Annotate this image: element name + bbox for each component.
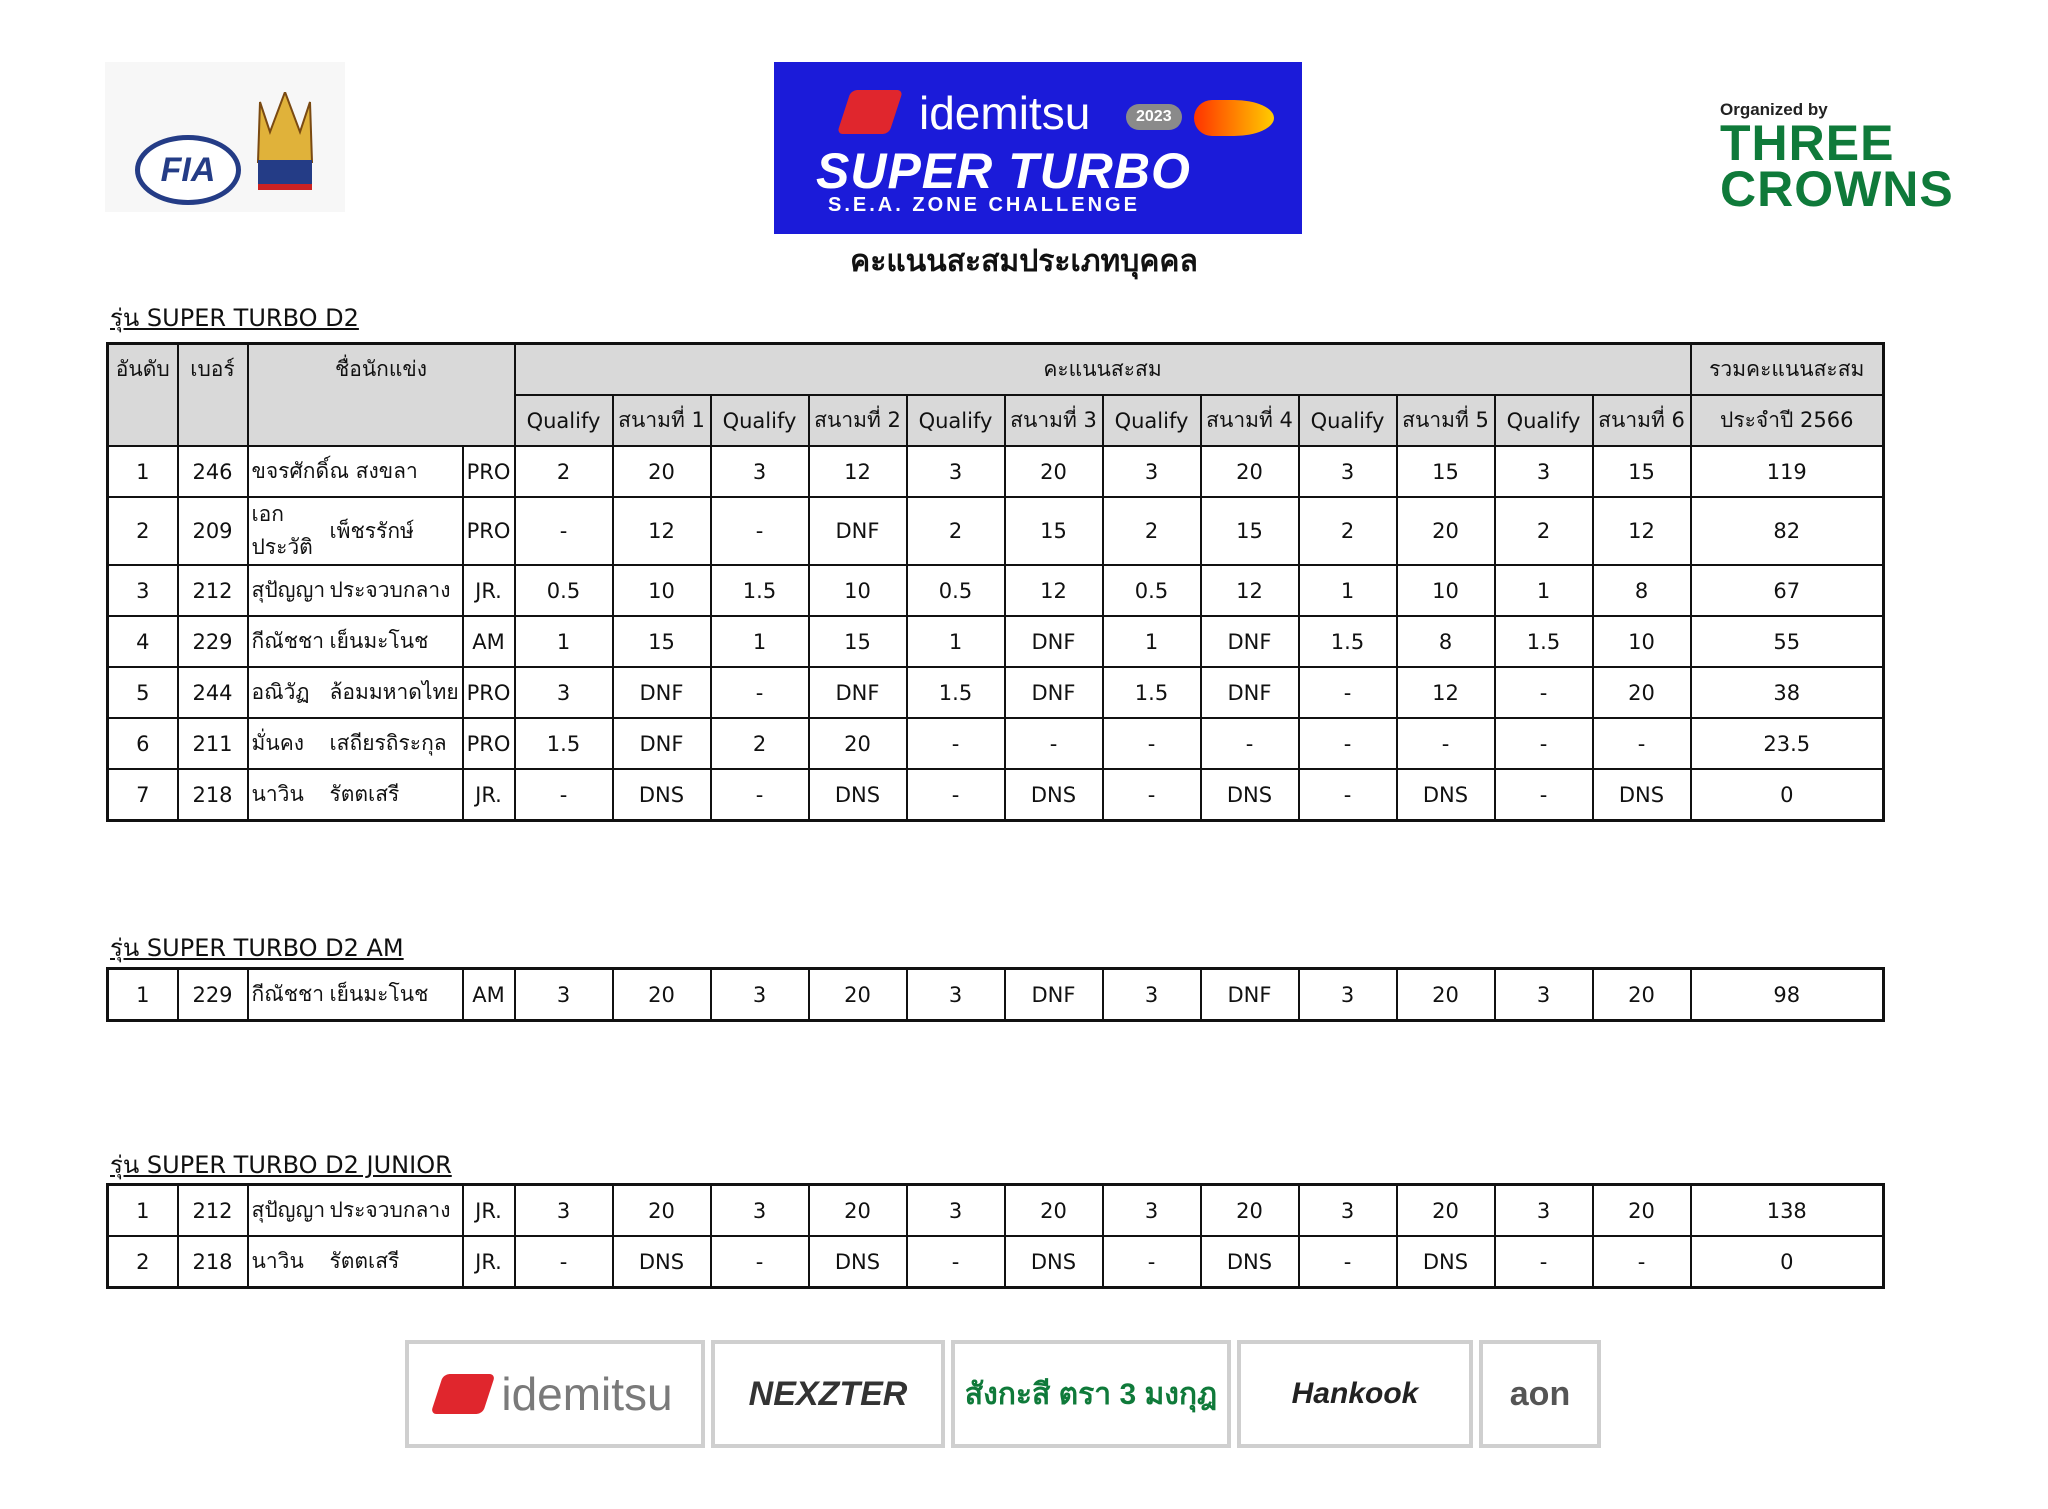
- standings-table-d2-junior: [106, 1183, 1885, 1289]
- col-header-round: Qualify: [907, 395, 1005, 446]
- score-cell: -: [515, 769, 613, 821]
- score-cell: 0.5: [1103, 565, 1201, 616]
- driver-first-name: เอกประวัติ: [248, 497, 330, 565]
- sponsor-name: NEXZTER: [748, 1374, 908, 1413]
- score-cell: -: [1299, 718, 1397, 769]
- rank-cell: 5: [108, 667, 178, 718]
- rank-cell: 2: [108, 497, 178, 565]
- score-cell: 8: [1593, 565, 1691, 616]
- driver-class-cell: PRO: [463, 667, 515, 718]
- score-cell: 8: [1397, 616, 1495, 667]
- car-number-cell: 218: [178, 769, 248, 821]
- col-header-total-line2: ประจำปี 2566: [1691, 395, 1884, 446]
- flame-icon: [1194, 100, 1274, 136]
- score-cell: 3: [1495, 969, 1593, 1021]
- table-row: [108, 1185, 1884, 1237]
- section-title-d2-am: รุ่น SUPER TURBO D2 AM: [110, 934, 404, 962]
- table-row: [108, 616, 1884, 667]
- car-number-cell: 229: [178, 969, 248, 1021]
- event-year: 2023: [1126, 104, 1182, 130]
- fia-logo: FIA: [135, 135, 241, 205]
- document-title: คะแนนสะสมประเภทบุคคล: [850, 244, 1198, 279]
- col-header-driver: ชื่อนักแข่ง: [248, 344, 515, 447]
- driver-class-cell: AM: [463, 616, 515, 667]
- driver-first-name: มั่นคง: [248, 718, 330, 769]
- organizer-prefix: Organized by: [1720, 100, 1828, 119]
- score-cell: DNS: [809, 1236, 907, 1288]
- col-header-round: Qualify: [1103, 395, 1201, 446]
- driver-class-cell: JR.: [463, 565, 515, 616]
- score-cell: -: [711, 497, 809, 565]
- score-cell: 15: [1397, 446, 1495, 497]
- event-subtitle: S.E.A. ZONE CHALLENGE: [828, 194, 1140, 216]
- col-header-round: สนามที่ 3: [1005, 395, 1103, 446]
- driver-class-cell: PRO: [463, 718, 515, 769]
- score-cell: -: [711, 769, 809, 821]
- score-cell: 3: [907, 969, 1005, 1021]
- driver-first-name: สุปัญญา: [248, 565, 330, 616]
- score-cell: 3: [1495, 1185, 1593, 1237]
- score-cell: 1: [515, 616, 613, 667]
- sponsor-name: Hankook: [1291, 1377, 1419, 1410]
- driver-class-cell: JR.: [463, 1236, 515, 1288]
- score-cell: 0.5: [515, 565, 613, 616]
- idemitsu-mark-icon: [431, 1374, 496, 1414]
- score-cell: 1: [907, 616, 1005, 667]
- driver-last-name: เย็นมะโนช: [330, 616, 463, 667]
- score-cell: 0.5: [907, 565, 1005, 616]
- event-brand: idemitsu: [919, 87, 1091, 139]
- score-cell: 20: [809, 969, 907, 1021]
- table-row: [108, 446, 1884, 497]
- organizer-name-1: THREE: [1720, 115, 1895, 171]
- driver-first-name: นาวิน: [248, 769, 330, 821]
- score-cell: DNF: [1201, 969, 1299, 1021]
- score-cell: 20: [1201, 446, 1299, 497]
- score-cell: 20: [1201, 1185, 1299, 1237]
- score-cell: 3: [1299, 969, 1397, 1021]
- sponsor-name: idemitsu: [501, 1368, 673, 1420]
- car-number-cell: 244: [178, 667, 248, 718]
- sponsor-name: สังกะสี ตรา 3 มงกุฎ: [964, 1377, 1218, 1411]
- total-points-cell: 98: [1691, 969, 1884, 1021]
- total-points-cell: 38: [1691, 667, 1884, 718]
- score-cell: 1: [1103, 616, 1201, 667]
- score-cell: 15: [1005, 497, 1103, 565]
- score-cell: DNS: [809, 769, 907, 821]
- col-header-points: คะแนนสะสม: [515, 344, 1691, 396]
- score-cell: 3: [1103, 969, 1201, 1021]
- sponsor-aon-logo: [1479, 1340, 1601, 1448]
- car-number-cell: 211: [178, 718, 248, 769]
- sponsor-nexzter-logo: [711, 1340, 945, 1448]
- driver-first-name: สุปัญญา: [248, 1185, 330, 1237]
- score-cell: 3: [907, 446, 1005, 497]
- driver-class-cell: PRO: [463, 497, 515, 565]
- col-header-round: สนามที่ 6: [1593, 395, 1691, 446]
- col-header-round: สนามที่ 1: [613, 395, 711, 446]
- score-cell: -: [1495, 1236, 1593, 1288]
- score-cell: 20: [1397, 969, 1495, 1021]
- car-number-cell: 218: [178, 1236, 248, 1288]
- total-points-cell: 55: [1691, 616, 1884, 667]
- total-points-cell: 138: [1691, 1185, 1884, 1237]
- table-row: [108, 769, 1884, 821]
- score-cell: DNF: [613, 718, 711, 769]
- score-cell: 1.5: [1495, 616, 1593, 667]
- score-cell: DNF: [809, 497, 907, 565]
- score-cell: 12: [1593, 497, 1691, 565]
- score-cell: -: [907, 718, 1005, 769]
- score-cell: 20: [613, 969, 711, 1021]
- score-cell: -: [1495, 718, 1593, 769]
- total-points-cell: 0: [1691, 769, 1884, 821]
- score-cell: 15: [1593, 446, 1691, 497]
- event-name: SUPER TURBO: [816, 143, 1191, 199]
- col-header-number: เบอร์: [178, 344, 248, 447]
- col-header-round: สนามที่ 5: [1397, 395, 1495, 446]
- score-cell: 1: [1299, 565, 1397, 616]
- score-cell: 3: [515, 667, 613, 718]
- driver-first-name: อณิวัฏ: [248, 667, 330, 718]
- score-cell: 3: [1299, 1185, 1397, 1237]
- idemitsu-mark-icon: [837, 90, 903, 134]
- score-cell: DNS: [1005, 1236, 1103, 1288]
- score-cell: 3: [1299, 446, 1397, 497]
- score-cell: DNF: [1005, 616, 1103, 667]
- score-cell: DNF: [613, 667, 711, 718]
- col-header-round: Qualify: [711, 395, 809, 446]
- rank-cell: 3: [108, 565, 178, 616]
- score-cell: 3: [711, 446, 809, 497]
- sponsor-name: aon: [1509, 1374, 1571, 1413]
- car-number-cell: 246: [178, 446, 248, 497]
- driver-first-name: กีณัชชา: [248, 969, 330, 1021]
- score-cell: -: [1495, 769, 1593, 821]
- table-row: [108, 565, 1884, 616]
- score-cell: 1.5: [1299, 616, 1397, 667]
- score-cell: 3: [1103, 1185, 1201, 1237]
- table-row: [108, 718, 1884, 769]
- section-title-d2: รุ่น SUPER TURBO D2: [110, 304, 359, 332]
- score-cell: 20: [1593, 1185, 1691, 1237]
- score-cell: -: [1201, 718, 1299, 769]
- rank-cell: 2: [108, 1236, 178, 1288]
- driver-last-name: เพ็ชรรักษ์: [330, 497, 463, 565]
- score-cell: -: [907, 769, 1005, 821]
- score-cell: 20: [809, 718, 907, 769]
- score-cell: 12: [1201, 565, 1299, 616]
- score-cell: -: [1103, 1236, 1201, 1288]
- score-cell: DNS: [1005, 769, 1103, 821]
- score-cell: 2: [1299, 497, 1397, 565]
- rank-cell: 1: [108, 969, 178, 1021]
- score-cell: 10: [1397, 565, 1495, 616]
- car-number-cell: 229: [178, 616, 248, 667]
- organizer-logo: [1720, 100, 1960, 217]
- rank-cell: 1: [108, 446, 178, 497]
- score-cell: 20: [613, 446, 711, 497]
- score-cell: 1: [1495, 565, 1593, 616]
- total-points-cell: 23.5: [1691, 718, 1884, 769]
- score-cell: DNF: [1201, 616, 1299, 667]
- score-cell: 2: [1495, 497, 1593, 565]
- standings-table-d2: [106, 342, 1885, 822]
- score-cell: 3: [515, 969, 613, 1021]
- score-cell: DNS: [613, 1236, 711, 1288]
- score-cell: 12: [1397, 667, 1495, 718]
- col-header-round: สนามที่ 2: [809, 395, 907, 446]
- col-header-round: สนามที่ 4: [1201, 395, 1299, 446]
- score-cell: DNF: [1005, 667, 1103, 718]
- score-cell: -: [1103, 718, 1201, 769]
- score-cell: 3: [1495, 446, 1593, 497]
- driver-class-cell: AM: [463, 969, 515, 1021]
- score-cell: -: [1299, 667, 1397, 718]
- col-header-rank: อันดับ: [108, 344, 178, 447]
- total-points-cell: 119: [1691, 446, 1884, 497]
- score-cell: DNS: [1397, 769, 1495, 821]
- sponsor-idemitsu-logo: [405, 1340, 705, 1448]
- score-cell: DNS: [1201, 1236, 1299, 1288]
- score-cell: 2: [515, 446, 613, 497]
- driver-class-cell: JR.: [463, 1185, 515, 1237]
- col-header-round: Qualify: [1299, 395, 1397, 446]
- score-cell: 1: [711, 616, 809, 667]
- score-cell: 10: [809, 565, 907, 616]
- score-cell: 1.5: [711, 565, 809, 616]
- score-cell: 10: [613, 565, 711, 616]
- driver-class-cell: JR.: [463, 769, 515, 821]
- score-cell: 20: [613, 1185, 711, 1237]
- sponsor-hankook-logo: [1237, 1340, 1473, 1448]
- sponsor-three-crowns-zinc-logo: [951, 1340, 1231, 1448]
- table-row: [108, 1236, 1884, 1288]
- score-cell: 3: [1103, 446, 1201, 497]
- score-cell: 3: [515, 1185, 613, 1237]
- driver-last-name: รัตตเสรี: [330, 1236, 463, 1288]
- total-points-cell: 67: [1691, 565, 1884, 616]
- score-cell: 15: [1201, 497, 1299, 565]
- score-cell: -: [1593, 718, 1691, 769]
- score-cell: DNF: [1201, 667, 1299, 718]
- col-header-total-line1: รวมคะแนนสะสม: [1691, 344, 1884, 396]
- score-cell: -: [1593, 1236, 1691, 1288]
- score-cell: 20: [1593, 969, 1691, 1021]
- raat-logo: [250, 92, 320, 197]
- car-number-cell: 212: [178, 1185, 248, 1237]
- score-cell: -: [515, 1236, 613, 1288]
- standings-table-d2-am: [106, 967, 1885, 1022]
- table-row: [108, 667, 1884, 718]
- score-cell: 20: [1397, 1185, 1495, 1237]
- organizer-name-2: CROWNS: [1720, 161, 1954, 217]
- driver-last-name: ประจวบกลาง: [330, 1185, 463, 1237]
- score-cell: DNS: [613, 769, 711, 821]
- score-cell: 20: [1005, 446, 1103, 497]
- score-cell: 20: [1593, 667, 1691, 718]
- score-cell: DNF: [1005, 969, 1103, 1021]
- total-points-cell: 82: [1691, 497, 1884, 565]
- score-cell: DNS: [1593, 769, 1691, 821]
- score-cell: 15: [809, 616, 907, 667]
- table-row: [108, 969, 1884, 1021]
- table-row: [108, 497, 1884, 565]
- score-cell: -: [1299, 769, 1397, 821]
- score-cell: 2: [1103, 497, 1201, 565]
- score-cell: 2: [907, 497, 1005, 565]
- score-cell: 2: [711, 718, 809, 769]
- score-cell: -: [907, 1236, 1005, 1288]
- driver-class-cell: PRO: [463, 446, 515, 497]
- score-cell: 1.5: [515, 718, 613, 769]
- rank-cell: 6: [108, 718, 178, 769]
- score-cell: 12: [809, 446, 907, 497]
- score-cell: DNS: [1201, 769, 1299, 821]
- car-number-cell: 209: [178, 497, 248, 565]
- score-cell: 15: [613, 616, 711, 667]
- score-cell: -: [711, 1236, 809, 1288]
- score-cell: 1.5: [907, 667, 1005, 718]
- score-cell: 12: [1005, 565, 1103, 616]
- driver-last-name: เย็นมะโนช: [330, 969, 463, 1021]
- score-cell: 1.5: [1103, 667, 1201, 718]
- score-cell: 3: [711, 969, 809, 1021]
- score-cell: -: [1299, 1236, 1397, 1288]
- total-points-cell: 0: [1691, 1236, 1884, 1288]
- rank-cell: 1: [108, 1185, 178, 1237]
- score-cell: 20: [809, 1185, 907, 1237]
- score-cell: 12: [613, 497, 711, 565]
- score-cell: 3: [711, 1185, 809, 1237]
- score-cell: -: [711, 667, 809, 718]
- driver-last-name: ล้อมมหาดไทย: [330, 667, 463, 718]
- rank-cell: 7: [108, 769, 178, 821]
- driver-last-name: เสถียรถิระกุล: [330, 718, 463, 769]
- event-banner: [774, 62, 1302, 234]
- score-cell: 10: [1593, 616, 1691, 667]
- driver-first-name: ขจรศักดิ์: [248, 446, 330, 497]
- section-title-d2-junior: รุ่น SUPER TURBO D2 JUNIOR: [110, 1151, 452, 1179]
- driver-last-name: ประจวบกลาง: [330, 565, 463, 616]
- driver-first-name: นาวิน: [248, 1236, 330, 1288]
- score-cell: -: [1005, 718, 1103, 769]
- driver-last-name: ณ สงขลา: [330, 446, 463, 497]
- score-cell: -: [1103, 769, 1201, 821]
- driver-last-name: รัตตเสรี: [330, 769, 463, 821]
- score-cell: 20: [1397, 497, 1495, 565]
- score-cell: -: [1495, 667, 1593, 718]
- car-number-cell: 212: [178, 565, 248, 616]
- col-header-round: Qualify: [515, 395, 613, 446]
- score-cell: 3: [907, 1185, 1005, 1237]
- driver-first-name: กีณัชชา: [248, 616, 330, 667]
- score-cell: DNS: [1397, 1236, 1495, 1288]
- score-cell: -: [1397, 718, 1495, 769]
- col-header-round: Qualify: [1495, 395, 1593, 446]
- score-cell: 20: [1005, 1185, 1103, 1237]
- rank-cell: 4: [108, 616, 178, 667]
- score-cell: -: [515, 497, 613, 565]
- score-cell: DNF: [809, 667, 907, 718]
